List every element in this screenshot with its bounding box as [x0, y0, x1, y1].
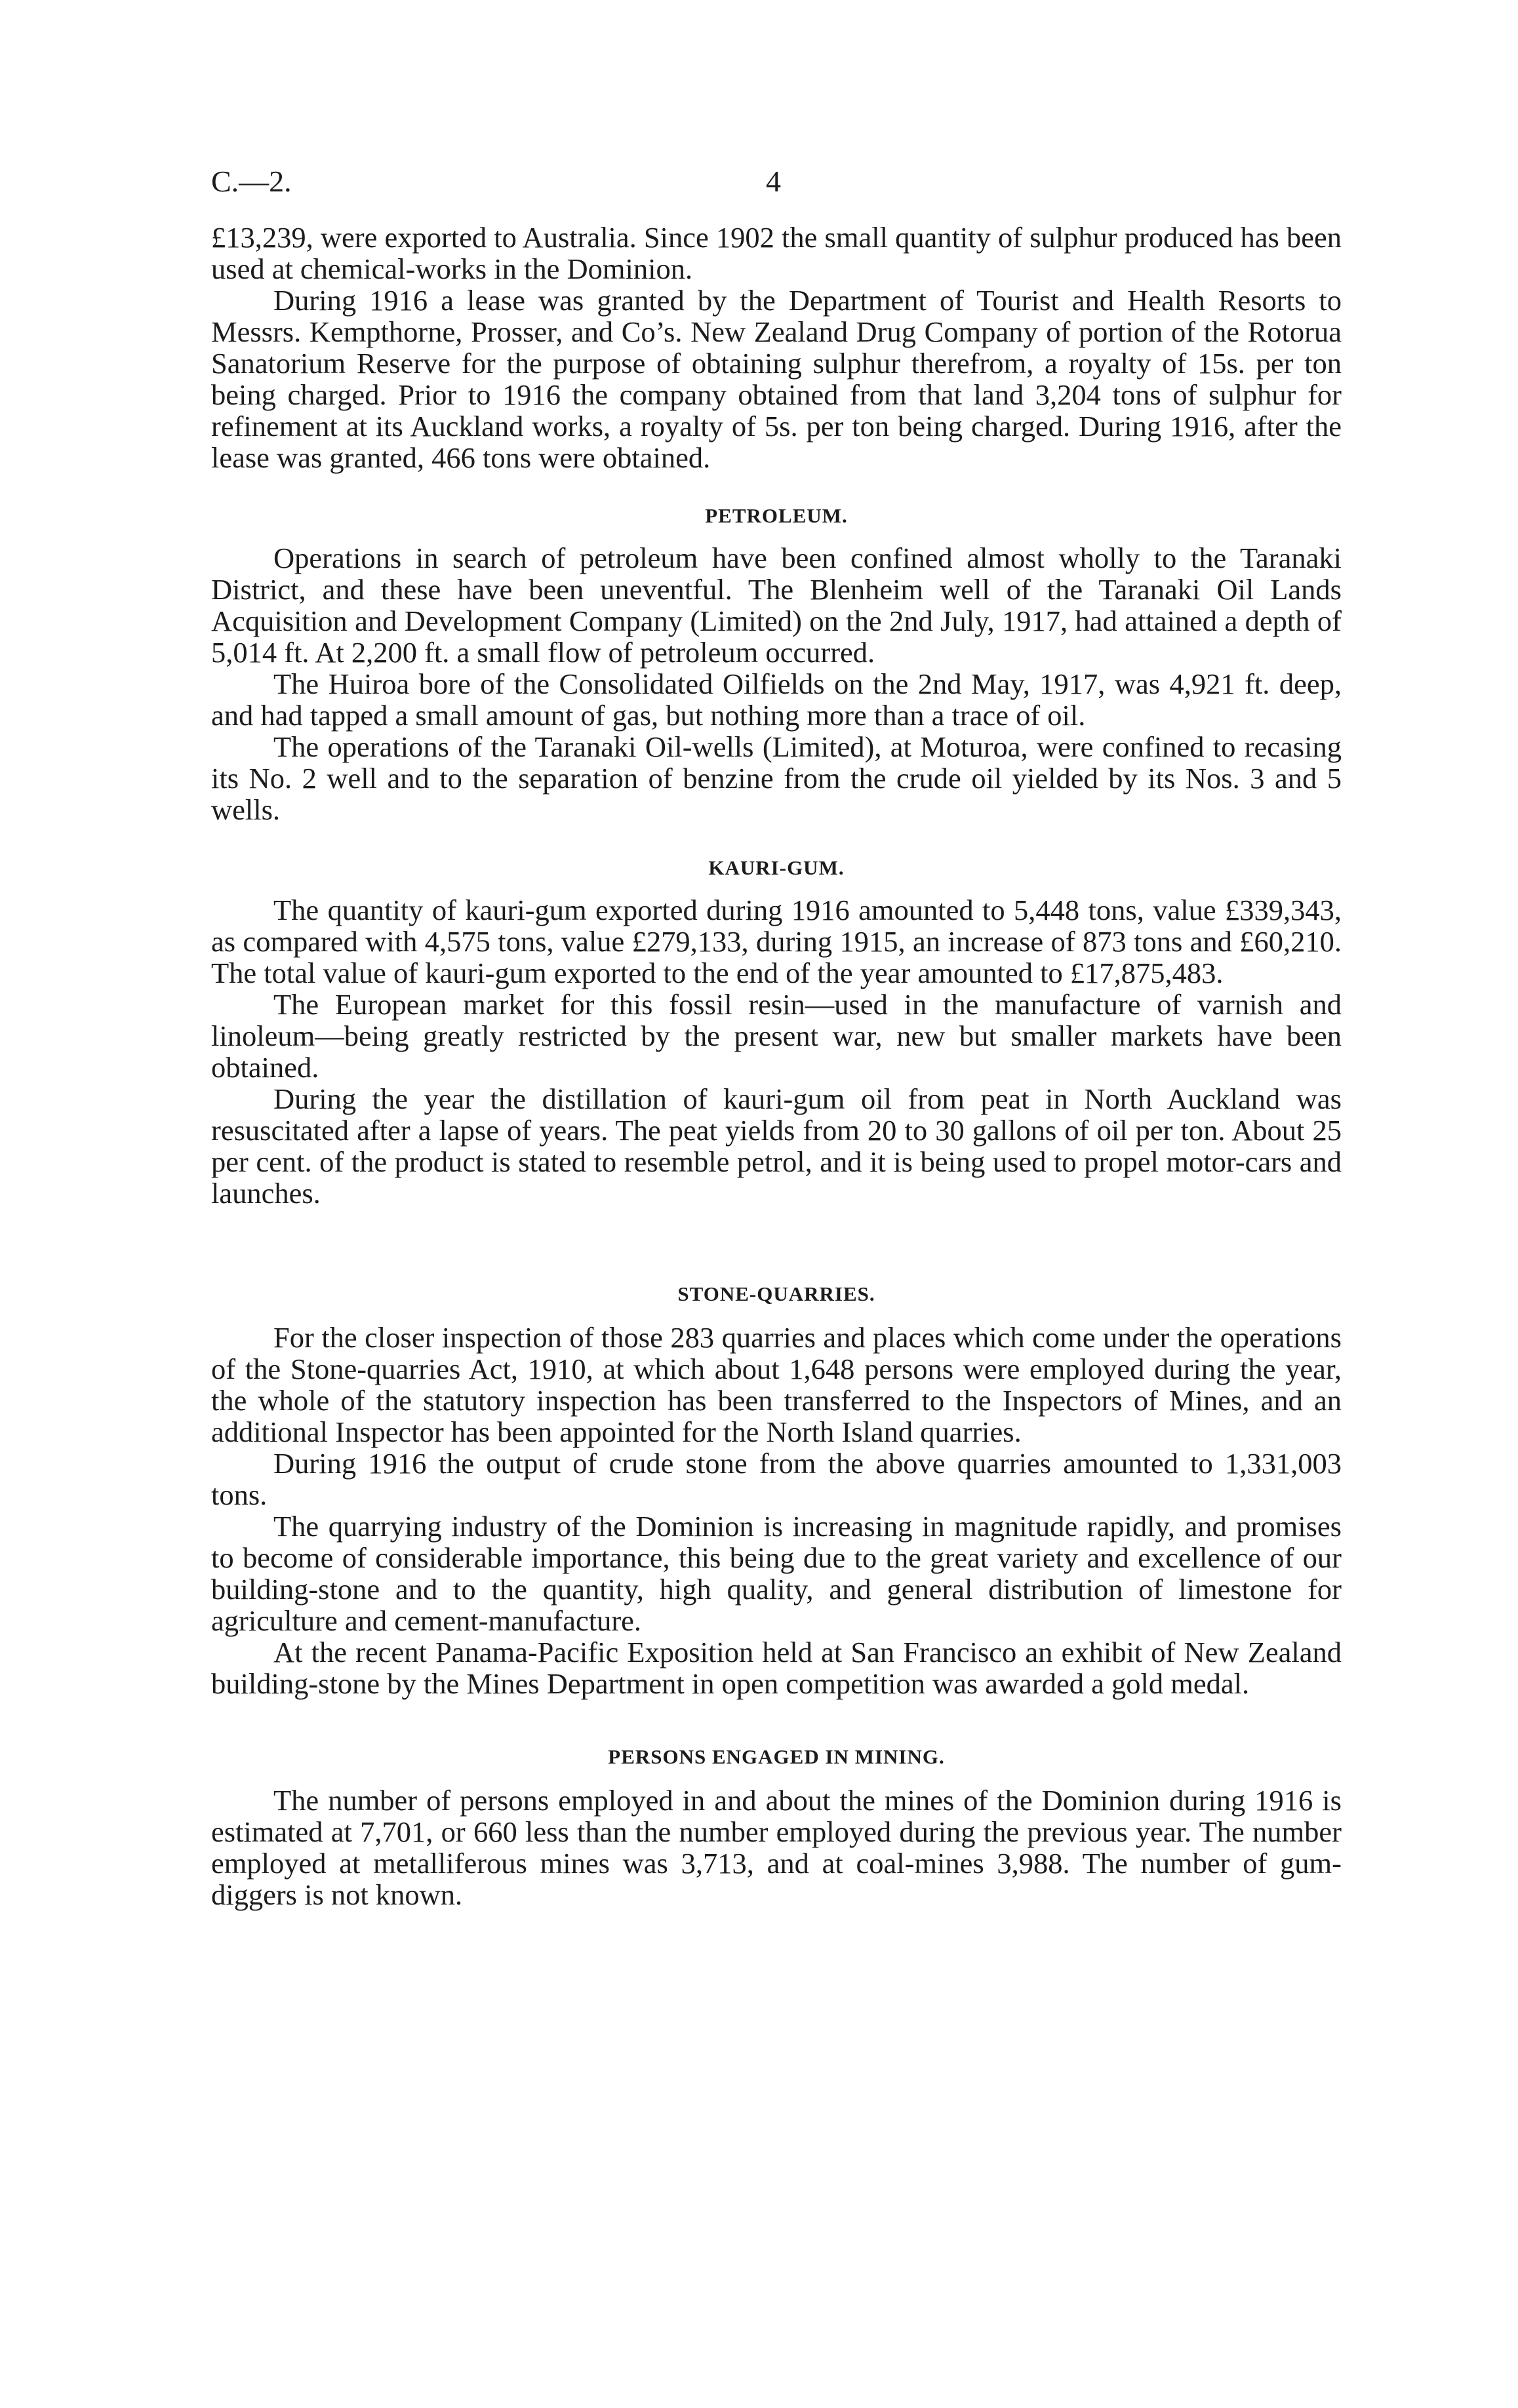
page-number: 4	[766, 165, 781, 198]
petroleum-paragraph: Operations in search of petroleum have been confined almost wholly to the Taranaki District, and these have been uneventful. The Blenheim well of the Taranaki Oil Lands Acquisition and Development Company (Limited) on the 2nd July, 1917, had attained a depth of 5,014 ft. At 2,200 ft. a small flow of petroleum occurred.	[211, 542, 1342, 669]
persons-engaged-heading: PERSONS ENGAGED IN MINING.	[608, 1745, 945, 1768]
sulphur-continuation-paragraph: £13,239, were exported to Australia. Since 1902 the small quantity of sulphur produced has been used at chemical-works in the Dominion.	[211, 221, 1342, 285]
petroleum-paragraph: The Huiroa bore of the Consolidated Oilfields on the 2nd May, 1917, was 4,921 ft. deep, and had tapped a small amount of gas, but nothing more than a trace of oil.	[211, 667, 1342, 732]
kauri-gum-paragraph: The European market for this fossil resin—used in the manufacture of varnish and linoleum—being greatly restricted by the present war, new but smaller markets have been obtained.	[211, 988, 1342, 1084]
page-header	[211, 159, 1342, 205]
kauri-gum-paragraph: The quantity of kauri-gum exported during 1916 amounted to 5,448 tons, value £339,343, as compared with 4,575 tons, value £279,133, during 1915, an increase of 873 tons and £60,210. The total value of kauri-gum exported to the end of the year amounted to £17,875,483.	[211, 894, 1342, 989]
stone-quarries-paragraph: During 1916 the output of crude stone from the above quarries amounted to 1,331,003 tons.	[211, 1447, 1342, 1511]
stone-quarries-paragraph: At the recent Panama-Pacific Exposition held at San Francisco an exhibit of New Zealand building-stone by the Mines Department in open competition was awarded a gold medal.	[211, 1636, 1342, 1700]
petroleum-heading: PETROLEUM.	[705, 504, 848, 527]
kauri-gum-heading: KAURI-GUM.	[708, 856, 845, 879]
kauri-gum-paragraph: During the year the distillation of kauri-gum oil from peat in North Auckland was resuscitated after a lapse of years. The peat yields from 20 to 30 gallons of oil per ton. About 25 per cent. of the product is stated to resemble petrol, and it is being used to propel motor-cars and launches.	[211, 1082, 1342, 1210]
page-body	[211, 222, 1342, 1910]
sulphur-lease-paragraph: During 1916 a lease was granted by the Department of Tourist and Health Resorts to Messrs. Kempthorne, Prosser, and Co’s. New Zealand Drug Company of portion of the Rotorua Sanatorium Reserve for the purpose of obtaining sulphur therefrom, a royalty of 15s. per ton being charged. Prior to 1916 the company obtained from that land 3,204 tons of sulphur for refinement at its Auckland works, a royalty of 5s. per ton being charged. During 1916, after the lease was granted, 466 tons were obtained.	[211, 284, 1342, 474]
stone-quarries-paragraph: The quarrying industry of the Dominion is increasing in magnitude rapidly, and promises to become of considerable importance, this being due to the great variety and excellence of our building-stone and to the quantity, high quality, and general distribution of limestone for agriculture and cement-manufacture.	[211, 1510, 1342, 1637]
petroleum-paragraph: The operations of the Taranaki Oil-wells (Limited), at Moturoa, were confined to recasing its No. 2 well and to the separation of benzine from the crude oil yielded by its Nos. 3 and 5 wells.	[211, 730, 1342, 826]
stone-quarries-paragraph: For the closer inspection of those 283 quarries and places which come under the operations of the Stone-quarries Act, 1910, at which about 1,648 persons were employed during the year, the whole of the statutory inspection has been transferred to the Inspectors of Mines, and an additional Inspector has been appointed for the North Island quarries.	[211, 1321, 1342, 1448]
document-reference: C.—2.	[211, 165, 292, 198]
stone-quarries-heading: STONE-QUARRIES.	[677, 1282, 875, 1305]
persons-engaged-paragraph: The number of persons employed in and about the mines of the Dominion during 1916 is estimated at 7,701, or 660 less than the number employed during the previous year. The number employed at metalliferous mines was 3,713, and at coal-mines 3,988. The number of gum-diggers is not known.	[211, 1784, 1342, 1911]
